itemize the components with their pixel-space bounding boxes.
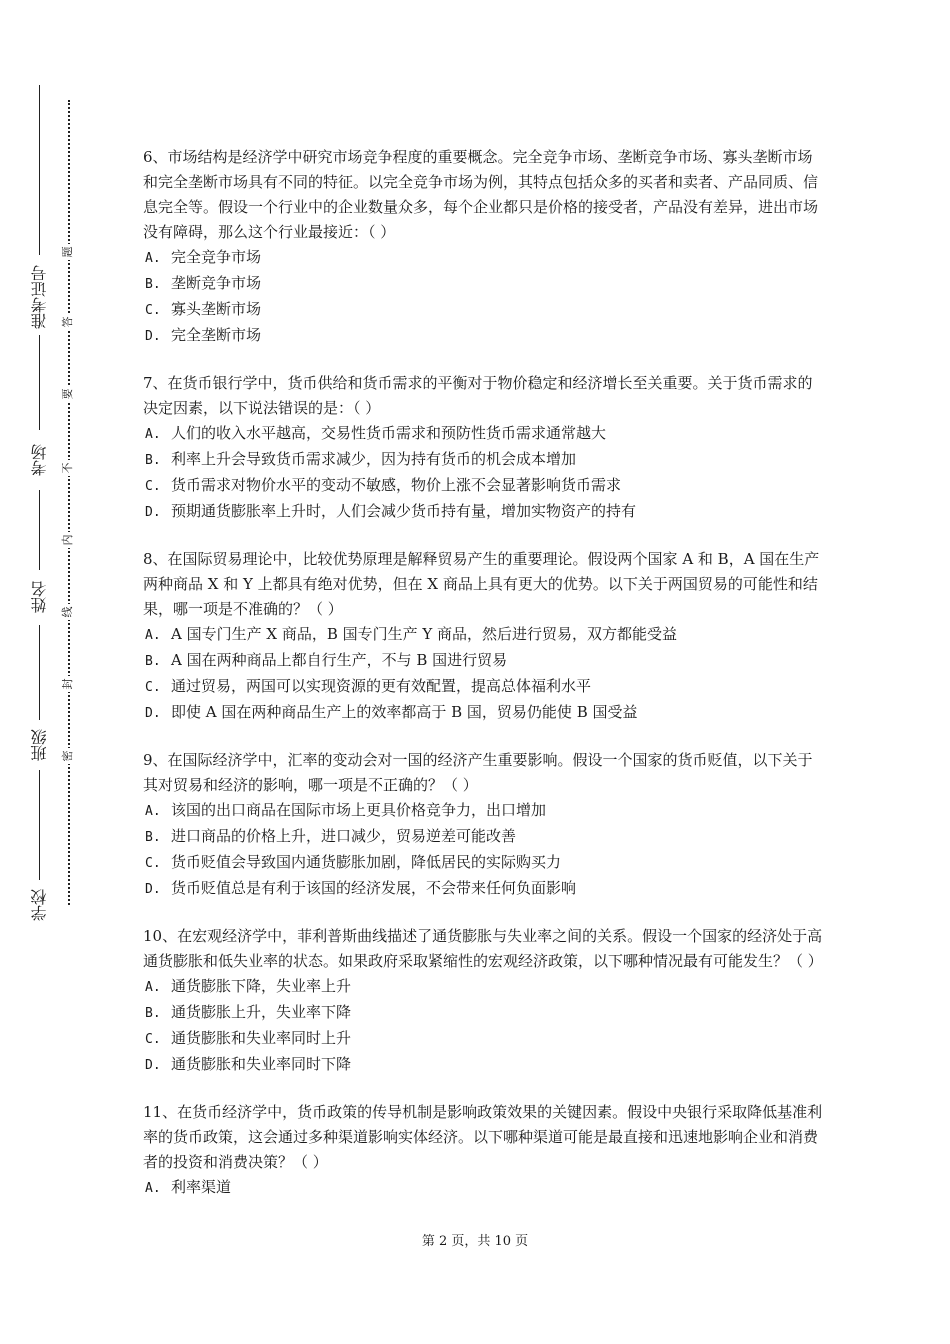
option-text: A 国在两种商品上都自行生产，不与 B 国进行贸易 xyxy=(171,651,508,669)
option-d[interactable] xyxy=(143,700,823,726)
option-text: 进口商品的价格上升，进口减少，贸易逆差可能改善 xyxy=(171,827,517,845)
option-c[interactable] xyxy=(143,297,823,323)
seal-char: 不 xyxy=(60,460,76,476)
option-letter: B. xyxy=(145,453,161,468)
exam-number-label: 准考证号 xyxy=(30,265,49,329)
question-11 xyxy=(143,1100,823,1201)
option-letter: A. xyxy=(145,251,161,266)
option-text: 完全竞争市场 xyxy=(171,248,262,266)
name-label: 姓名 xyxy=(30,581,49,613)
fill-line xyxy=(39,335,40,430)
option-d[interactable] xyxy=(143,876,823,902)
option-d[interactable] xyxy=(143,499,823,525)
option-text: 完全垄断市场 xyxy=(171,326,262,344)
seal-char: 要 xyxy=(60,386,76,402)
fill-line xyxy=(39,490,40,570)
option-letter: A. xyxy=(145,980,161,995)
option-letter: D. xyxy=(145,329,161,344)
option-b[interactable] xyxy=(143,648,823,674)
option-b[interactable] xyxy=(143,824,823,850)
option-a[interactable] xyxy=(143,1175,823,1201)
option-a[interactable] xyxy=(143,974,823,1000)
question-10 xyxy=(143,924,823,1078)
option-a[interactable] xyxy=(143,245,823,271)
option-letter: D. xyxy=(145,706,161,721)
binding-margin xyxy=(0,0,90,1344)
option-c[interactable] xyxy=(143,674,823,700)
option-letter: A. xyxy=(145,628,161,643)
option-text: 货币贬值会导致国内通货膨胀加剧，降低居民的实际购买力 xyxy=(171,853,562,871)
seal-char: 内 xyxy=(60,532,76,548)
fill-line xyxy=(39,85,40,255)
question-9 xyxy=(143,748,823,902)
seal-char: 密 xyxy=(60,748,76,764)
option-a[interactable] xyxy=(143,622,823,648)
question-stem: 10、在宏观经济学中，菲利普斯曲线描述了通货膨胀与失业率之间的关系。假设一个国家的经济处于高通货膨胀和低失业率的状态。如果政府采取紧缩性的宏观经济政策，以下哪种情况最有可能发生？（ ） xyxy=(143,927,823,970)
option-c[interactable] xyxy=(143,850,823,876)
option-text: 通货膨胀下降，失业率上升 xyxy=(171,977,352,995)
fill-line xyxy=(39,625,40,720)
school-label: 学校 xyxy=(30,889,49,921)
option-text: 货币需求对物价水平的变动不敏感，物价上涨不会显著影响货币需求 xyxy=(171,476,622,494)
option-text: 通货膨胀和失业率同时上升 xyxy=(171,1029,352,1047)
question-stem: 9、在国际经济学中，汇率的变动会对一国的经济产生重要影响。假设一个国家的货币贬值，以下关于其对贸易和经济的影响，哪一项是不正确的？（ ） xyxy=(143,751,813,794)
option-text: 人们的收入水平越高，交易性货币需求和预防性货币需求通常越大 xyxy=(171,424,607,442)
option-b[interactable] xyxy=(143,447,823,473)
option-letter: B. xyxy=(145,277,161,292)
option-text: 即使 A 国在两种商品生产上的效率都高于 B 国，贸易仍能使 B 国受益 xyxy=(171,703,638,721)
option-text: 利率渠道 xyxy=(171,1178,232,1196)
question-stem: 11、在货币经济学中，货币政策的传导机制是影响政策效果的关键因素。假设中央银行采取降低基准利率的货币政策，这会通过多种渠道影响实体经济。以下哪种渠道可能是最直接和迅速地影响企业和消费者的投资和消费决策？（ ） xyxy=(143,1103,823,1171)
option-text: 通过贸易，两国可以实现资源的更有效配置，提高总体福利水平 xyxy=(171,677,592,695)
option-text: 利率上升会导致货币需求减少，因为持有货币的机会成本增加 xyxy=(171,450,577,468)
option-letter: C. xyxy=(145,856,161,871)
page-number: 第 2 页，共 10 页 xyxy=(421,1234,529,1249)
option-text: A 国专门生产 X 商品，B 国专门生产 Y 商品，然后进行贸易，双方都能受益 xyxy=(171,625,678,643)
fill-line xyxy=(39,770,40,880)
option-letter: C. xyxy=(145,680,161,695)
option-letter: C. xyxy=(145,303,161,318)
seal-char: 线 xyxy=(60,604,76,620)
option-a[interactable] xyxy=(143,798,823,824)
option-a[interactable] xyxy=(143,421,823,447)
question-6 xyxy=(143,145,823,349)
option-letter: A. xyxy=(145,427,161,442)
option-d[interactable] xyxy=(143,323,823,349)
option-letter: D. xyxy=(145,505,161,520)
seal-char: 答 xyxy=(60,314,76,330)
seal-char: 封 xyxy=(60,676,76,692)
option-text: 垄断竞争市场 xyxy=(171,274,262,292)
option-letter: A. xyxy=(145,804,161,819)
option-b[interactable] xyxy=(143,271,823,297)
seal-char: 题 xyxy=(60,244,76,260)
option-letter: C. xyxy=(145,479,161,494)
option-letter: D. xyxy=(145,882,161,897)
option-letter: B. xyxy=(145,1006,161,1021)
option-c[interactable] xyxy=(143,1026,823,1052)
option-text: 通货膨胀和失业率同时下降 xyxy=(171,1055,352,1073)
option-b[interactable] xyxy=(143,1000,823,1026)
option-letter: D. xyxy=(145,1058,161,1073)
option-letter: C. xyxy=(145,1032,161,1047)
question-stem: 8、在国际贸易理论中，比较优势原理是解释贸易产生的重要理论。假设两个国家 A 和 B，A 国在生产两种商品 X 和 Y 上都具有绝对优势，但在 X 商品上具有更大的优势。以下关于两国贸易的可能性和结果，哪一项是不准确的？（ ） xyxy=(143,550,820,618)
option-c[interactable] xyxy=(143,473,823,499)
class-label: 班级 xyxy=(30,729,49,761)
option-text: 货币贬值总是有利于该国的经济发展，不会带来任何负面影响 xyxy=(171,879,577,897)
option-letter: B. xyxy=(145,830,161,845)
question-stem: 6、市场结构是经济学中研究市场竞争程度的重要概念。完全竞争市场、垄断竞争市场、寡头垄断市场和完全垄断市场具有不同的特征。以完全竞争市场为例，其特点包括众多的买者和卖者、产品同质、信息完全等。假设一个行业中的企业数量众多，每个企业都只是价格的接受者，产品没有差异，进出市场没有障碍，那么这个行业最接近：（ ） xyxy=(143,148,819,241)
option-letter: A. xyxy=(145,1181,161,1196)
option-text: 该国的出口商品在国际市场上更具价格竞争力，出口增加 xyxy=(171,801,547,819)
question-list xyxy=(143,145,823,1223)
option-d[interactable] xyxy=(143,1052,823,1078)
question-8 xyxy=(143,547,823,726)
exam-room-label: 考场 xyxy=(30,444,49,476)
question-stem: 7、在货币银行学中，货币供给和货币需求的平衡对于物价稳定和经济增长至关重要。关于货币需求的决定因素，以下说法错误的是：（ ） xyxy=(143,374,813,417)
seal-dotted-line xyxy=(68,100,70,905)
option-letter: B. xyxy=(145,654,161,669)
option-text: 通货膨胀上升，失业率下降 xyxy=(171,1003,352,1021)
question-7 xyxy=(143,371,823,525)
option-text: 寡头垄断市场 xyxy=(171,300,262,318)
option-text: 预期通货膨胀率上升时，人们会减少货币持有量，增加实物资产的持有 xyxy=(171,502,637,520)
